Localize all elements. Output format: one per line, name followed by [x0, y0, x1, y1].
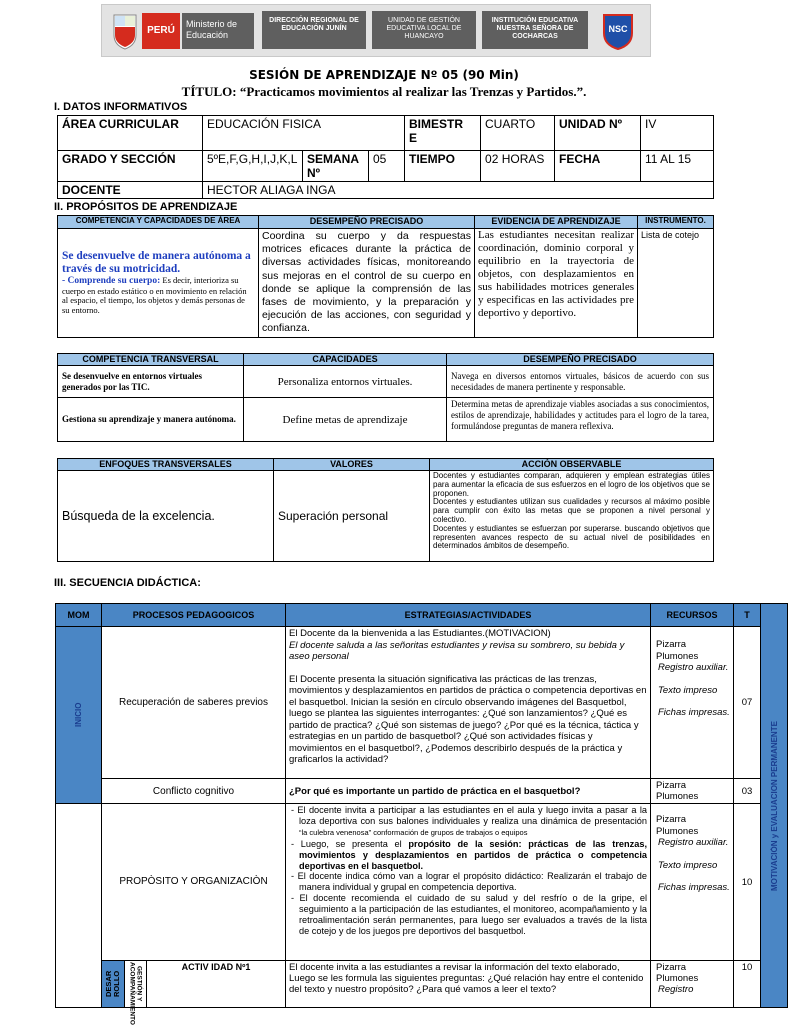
- time-cell: 07: [734, 627, 761, 779]
- instrument-text: Lista de cotejo: [638, 229, 714, 338]
- gestion-cell: [125, 961, 147, 1025]
- resource: Registro auxiliar.: [658, 837, 729, 848]
- resource: Pizarra: [656, 962, 687, 973]
- performance-text: Coordina su cuerpo y da respuestas motrices eficaces durante la práctica de diversas actividades físicas, monitoreando sus mejoras en el control de su cuerpo en donde se aplique la comprensión de las fases de movimiento, y la preparación y ejecución de las acciones, con seguridad y confianza.: [259, 229, 475, 338]
- area-value: EDUCACIÓN FISICA: [203, 116, 405, 151]
- value-text: Superación personal: [274, 471, 430, 562]
- bimester-label: BIMESTR E: [405, 116, 481, 151]
- bimester-value: CUARTO: [481, 116, 555, 151]
- week-label: SEMANA Nº: [303, 151, 369, 182]
- header-banner: [101, 4, 651, 57]
- week-value: 05: [369, 151, 405, 182]
- section-2-heading: II. PROPÓSITOS DE APRENDIZAJE: [54, 201, 238, 213]
- transversal-header: DESEMPEÑO PRECISADO: [447, 354, 714, 366]
- side-label-cell: [761, 604, 788, 1008]
- resource: Fichas impresas.: [658, 707, 730, 718]
- school-crest-icon: NSC: [598, 11, 638, 51]
- unit-value: IV: [641, 116, 714, 151]
- inicio-label: INICIO: [74, 702, 83, 728]
- sequence-header: T: [734, 604, 761, 627]
- inicio-cell: [56, 627, 102, 804]
- observable-action: Docentes y estudiantes comparan, adquieren y emplean estrategias útiles para aumentar la eficacia de sus esfuerzos en el logro de los objetivos que se proponen.: [433, 471, 710, 498]
- time-cell: 10: [734, 804, 761, 961]
- purposes-header: INSTRUMENTO.: [638, 216, 714, 229]
- resource: Plumones: [656, 825, 699, 837]
- approaches-header: VALORES: [274, 459, 430, 471]
- sequence-header: PROCESOS PEDAGOGICOS: [102, 604, 286, 627]
- unit-label: UNIDAD Nº: [555, 116, 641, 151]
- activity-label: ACTIV IDAD Nº1: [181, 962, 251, 972]
- resource: Registro auxiliar.: [658, 662, 729, 673]
- activity-text: El docente saluda a las señoritas estudiantes y revisa su sombrero, su bebida y aseo personal: [289, 639, 625, 662]
- process-cell: Conflicto cognitivo: [102, 779, 286, 804]
- ministry-logo: Ministerio de Educación: [182, 13, 254, 49]
- process-cell: PROPÒSITO Y ORGANIZACIÒN: [102, 804, 286, 961]
- teacher-label: DOCENTE: [58, 182, 203, 199]
- purposes-table: [57, 215, 714, 338]
- capacity-text: Es decir, interioriza su cuerpo en estado estático o en movimiento en relación al espacio, el tiempo, los objetos y demás personas de su entorno.: [62, 275, 247, 315]
- time-label: TIEMPO: [405, 151, 481, 182]
- resource: Plumones: [656, 650, 699, 662]
- transversal-header: COMPETENCIA TRANSVERSAL: [58, 354, 244, 366]
- purposes-header: EVIDENCIA DE APRENDIZAJE: [475, 216, 638, 229]
- competence-text: Se desenvuelve de manera autónoma a través de su motricidad.: [62, 250, 251, 276]
- sequence-header: RECURSOS: [651, 604, 734, 627]
- approaches-header: ENFOQUES TRANSVERSALES: [58, 459, 274, 471]
- resources-cell: [651, 779, 734, 804]
- desarrollo-label: DESAR ROLLO: [104, 970, 121, 998]
- competence-cell: [58, 229, 259, 338]
- resource: Texto impreso: [658, 859, 718, 871]
- desarrollo-spacer: [56, 804, 102, 1008]
- activities-cell: El docente invita a las estudiantes a revisar la información del texto elaborado, Luego se les formula las siguientes preguntas: ¿Qué relación hay entre el contenido del texto y nuestro propósito? ¿Para qué vamos a leer el texto?: [286, 961, 651, 1008]
- conflict-question: ¿Por qué es importante un partido de práctica en el basquetbol?: [286, 779, 651, 804]
- peru-logo: PERÚ: [142, 13, 180, 49]
- transversal-table: [57, 353, 714, 442]
- activity-text: El Docente da la bienvenida a las Estudiantes.(MOTIVACION): [289, 628, 551, 639]
- resource: Pizarra: [656, 639, 687, 650]
- resources-cell: [651, 961, 734, 1008]
- section-1-heading: I. DATOS INFORMATIVOS: [54, 101, 188, 113]
- resource: Plumones: [656, 791, 699, 802]
- grade-label: GRADO Y SECCIÓN: [58, 151, 203, 182]
- approaches-table: [57, 458, 714, 562]
- grade-value: 5ºE,F,G,H,I,J,K,L: [203, 151, 303, 182]
- resource: Plumones: [656, 973, 699, 984]
- activities-cell: [286, 627, 651, 779]
- row4-left-spacer: [102, 961, 286, 1025]
- sequence-table: [55, 603, 788, 1025]
- ugel-box: UNIDAD DE GESTIÓN EDUCATIVA LOCAL DE HUANCAYO: [372, 11, 476, 49]
- transversal-header: CAPACIDADES: [244, 354, 447, 366]
- resource: Pizarra: [656, 780, 687, 791]
- lesson-title: TÍTULO: “Practicamos movimientos al realizar las Trenzas y Partidos.”.: [181, 84, 587, 99]
- activities-cell: [286, 804, 651, 961]
- side-label: MOTIVACIÓN y EVALUACION PERMANENTE: [769, 720, 779, 891]
- area-label: ÁREA CURRICULAR: [58, 116, 203, 151]
- observable-action: Docentes y estudiantes se esfuerzan por superarse. buscando objetivos que representen avances respecto de su actual nivel de posibilidades en determinados ámbitos de desempeño.: [433, 523, 710, 551]
- transversal-capacity: Personaliza entornos virtuales.: [244, 366, 447, 398]
- transversal-capacity: Define metas de aprendizaje: [244, 398, 447, 442]
- activity-text: El Docente presenta la situación significativa las prácticas de las trenzas, movimientos y desplazamientos en partidos de práctica o competencia deportivas en el basquetbol. Inician la sesión en círculo observando imágenes del Basquetbol, luego se plantea las siguientes interrogantes: ¿Qué son lanzamientos? ¿Qué es partido de practica? ¿Qué son sistemas de juego? ¿Por qué es la técnica, táctica y estrategias en un partido de basquetbol? ¿Qué son actividades físicas y movimientos en el basquetbol?, ¿Podemos describirlo después de la práctica y graficarlos la actividad?: [289, 673, 647, 765]
- resources-cell: [651, 804, 734, 961]
- sequence-header: MOM: [56, 604, 102, 627]
- approach-text: Búsqueda de la excelencia.: [58, 471, 274, 562]
- purposes-header: DESEMPEÑO PRECISADO: [259, 216, 475, 229]
- info-table: [57, 115, 714, 199]
- time-cell: 03: [734, 779, 761, 804]
- activity-bullet: - El docente indica cómo van a lograr el propósito didáctico: Realizarán el trabajo de manera individual y grupal en competencia deportiva.: [289, 871, 647, 893]
- transversal-competence: Gestiona su aprendizaje y manera autónoma.: [58, 398, 244, 442]
- observable-action: Docentes y estudiantes utilizan sus cualidades y recursos al máximo posible para cumplir con éxito las metas que se proponen a nivel personal y colectivo.: [433, 497, 710, 524]
- peru-crest-icon: [110, 11, 140, 51]
- dre-box: DIRECCIÓN REGIONAL DE EDUCACIÓN JUNÍN: [262, 11, 366, 49]
- process-cell: Recuperación de saberes previos: [102, 627, 286, 779]
- desarrollo-cell: [102, 961, 125, 1007]
- time-value: 02 HORAS: [481, 151, 555, 182]
- evidence-text: Las estudiantes necesitan realizar coordinación, dominio corporal y equilibrio en la trayectoria de objetos, con desplazamientos en sus habilidades motrices generales y especificas en las actividades pre deportivo y deportivo.: [475, 229, 638, 338]
- gestion-label: GESTIÓN Y ACOMPAÑAMIENTO: [128, 962, 143, 1025]
- approaches-header: ACCIÓN OBSERVABLE: [430, 459, 714, 471]
- session-title: SESIÓN DE APRENDIZAJE Nº 05 (90 Min): [249, 68, 519, 82]
- capacity-title: - Comprende su cuerpo:: [62, 276, 161, 287]
- resource: Pizarra: [656, 814, 687, 825]
- activity-bullet: - El docente recomienda el cuidado de su salud y del resfrío o de la gripe, el seguimiento a la participación de las estudiantes, el monitoreo, acompañamiento y la retroalimentación serán permanentes, para luego ser evaluados a través de la lista de cotejo y de los juegos pre deportivos del basquetbol.: [289, 893, 647, 937]
- teacher-value: HECTOR ALIAGA INGA: [203, 182, 714, 199]
- section-3-heading: III. SECUENCIA DIDÁCTICA:: [54, 577, 201, 589]
- activity-bullet: - Luego, se presenta el propósito de la sesión: prácticas de las trenzas, movimientos y desplazamientos en partidos de práctica o competencia deportivas en el basquetbol.: [289, 839, 647, 872]
- date-label: FECHA: [555, 151, 641, 182]
- resource: Texto impreso: [658, 684, 718, 696]
- transversal-competence: Se desenvuelve en entornos virtuales generados por las TIC.: [58, 366, 244, 398]
- resource: Fichas impresas.: [658, 882, 730, 893]
- sequence-header: ESTRATEGIAS/ACTIVIDADES: [286, 604, 651, 627]
- time-cell: 10: [734, 961, 761, 1008]
- purposes-header: COMPETENCIA Y CAPACIDADES DE ÁREA: [58, 216, 259, 229]
- resources-cell: [651, 627, 734, 779]
- activity-bullet: - El docente invita a participar a las estudiantes en el aula y luego invita a pasar a la loza deportiva con sus balones individuales y realiza una dinámica de presentación “la culebra venenosa” conformación de grupos de trabajos o equipos: [289, 805, 647, 839]
- transversal-performance: Determina metas de aprendizaje viables asociadas a sus conocimientos, estilos de aprendizaje, habilidades y actitudes para el logro de la tarea, formulándose preguntas de manera reflexiva.: [447, 398, 714, 442]
- school-box: INSTITUCIÓN EDUCATIVA NUESTRA SEÑORA DE COCHARCAS: [482, 11, 588, 49]
- observable-actions: [430, 471, 714, 562]
- transversal-performance: Navega en diversos entornos virtuales, básicos de acuerdo con sus necesidades de manera pertinente y responsable.: [447, 366, 714, 398]
- resource: Registro: [658, 984, 694, 995]
- date-value: 11 AL 15: [641, 151, 714, 182]
